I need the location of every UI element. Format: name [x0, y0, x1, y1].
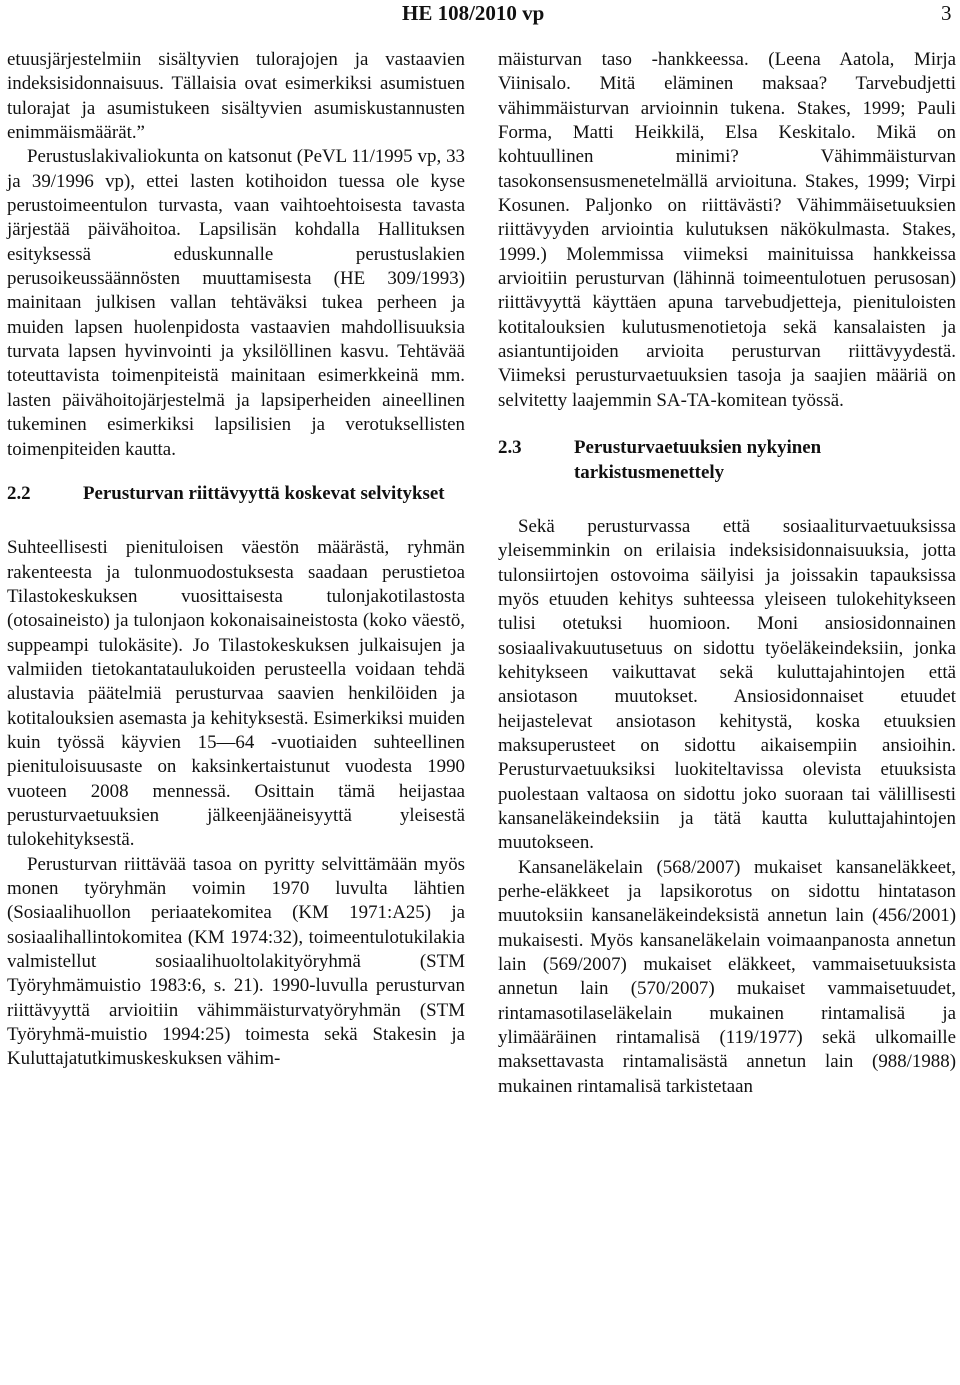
page-header — [0, 0, 960, 30]
document-id: HE 108/2010 vp — [402, 1, 545, 25]
paragraph: Perusturvan riittävää tasoa on pyritty selvittämään myös monen työryhmän voimin 1970 luvulta lähtien (Sosiaalihuollon periaatekomitea (KM 1971:A25) ja sosiaalihallintokomitea (KM 1974:32), toimeentulotukilakia valmistellut sosiaalihuoltolakityöryhmä (STM Työryhmämuistio 1983:6, s. 21). 1990-luvulla perusturvan riittävyyttä arvioitiin vähimmäisturvatyöryhmän (STM Työryhmä-muistio 1994:25) toimesta sekä Stakesin ja Kuluttajatutkimuskeskuksen vähim- — [7, 853, 465, 1070]
section-title: Perusturvaetuuksien nykyinen tarkistusmenettely — [574, 437, 822, 483]
left-column — [7, 48, 465, 1072]
paragraph: Perustuslakivaliokunta on katsonut (PeVL 11/1995 vp, 33 ja 39/1996 vp), ettei lasten kotihoidon tuessa ole kyse perustoimeentulon turvasta, vaan vaihtoehtoisesta tavasta järjestää päivähoitoa. Lapsilisän kohdalla Hallituksen esityksessä eduskunnalle perustuslakien perusoikeussäännösten muuttamisesta (HE 309/1993) mainitaan julkisen vallan tehtäväksi tukea perheen ja muiden lapsen huolenpidosta vastaavien mahdollisuuksia turvata lapsen hyvinvointi ja yksilöllinen kasvu. Tehtävää toteuttavista toimenpiteistä mainitaan esimerkkeinä mm. lasten päivähoitojärjestelmä ja lapsiperheiden aineellinen tukeminen esimerkiksi lapsilisien ja verotuksellisten toimenpiteiden kautta. — [7, 146, 465, 460]
paragraph: Kansaneläkelain (568/2007) mukaiset kansaneläkkeet, perhe-eläkkeet ja lapsikorotus on sidottu hintatason muutoksiin kansaneläkeindeksistä annetun lain (456/2001) mukaisesti. Myös kansaneläkelain voimaanpanosta annetun lain (569/2007) mukaiset eläkkeet, vammaisetuuksista annetun lain (570/2007) mukaiset vammaisetuudet, rintamasotilaseläkelain mukainen rintamalisä ja ylimääräinen rintamalisä (119/1977) sekä ulkomaille maksettavasta rintamalisästä annetun lain (988/1988) mukainen rintamalisä tarkistetaan — [498, 856, 956, 1097]
paragraph: etuusjärjestelmiin sisältyvien tulorajojen ja vastaavien indeksisidonnaisuus. Tällaisia ovat esimerkiksi asumistuen tulorajat ja asumistukeen sisältyvien asumiskustannusten enimmäismäärät.” — [7, 49, 465, 144]
paragraph: Suhteellisesti pienituloisen väestön määrästä, ryhmän rakenteesta ja tulonmuodostuksesta saadaan perustietoa Tilastokeskuksen vuosittaisesta tulonjakotilastosta (otosaineisto) ja tulonjaon kokonaisaineistosta (koko väestö, suppeampi tulokäsite). Jo Tilastokeskuksen julkaisujen ja valmiiden tietokantataulukoiden perusteella voidaan tehdä alustavia päätelmiä perusturvaa saavien henkilöiden ja kotitalouksien asemasta ja kehityksestä. Esimerkiksi muiden kuin työssä käyvien 15—64 -vuotiaiden suhteellinen pienituloisuusaste on kaksinkertaistunut vuodesta 1990 vuoteen 2008 mennessä. Osittain tämä heijastaa perusturvaetuuksien jälkeenjääneisyyttä yleisestä tulokehityksestä. — [7, 537, 465, 851]
page-number: 3 — [941, 1, 952, 25]
section-heading-2-2 — [7, 482, 465, 506]
section-title: Perusturvan riittävyyttä koskevat selvitykset — [83, 482, 445, 504]
section-heading-2-3 — [498, 436, 956, 485]
paragraph: Sekä perusturvassa että sosiaaliturvaetuuksissa yleisemminkin on erilaisia indeksisidonnaisuuksia, jotta tulonsiirtojen ostovoima säilyisi ja joissakin tapauksissa myös etuuden kehitys suhteessa yleiseen tulokehitykseen tulisi otetuksi huomioon. Moni ansiosidonnainen sosiaalivakuutusetuus on sidottu työeläkeindeksiin, jonka kehitykseen vaikuttavat sekä kuluttajahintojen että ansiotason muutokset. Ansiosidonnaiset etuudet heijastelevat ansiotason kehitystä, koska etuuksien maksuperusteet on sidottu aikaisempiin ansioihin. Perusturvaetuuksiksi luokiteltavissa olevista etuuksista puolestaan valtaosa on sidottu joko suoraan tai välillisesti kansaneläkeindeksiin ja tätä kautta kuluttajahintojen muutokseen. — [498, 515, 956, 854]
section-number: 2.2 — [7, 482, 31, 504]
section-number: 2.3 — [498, 437, 522, 459]
right-column — [498, 48, 956, 1099]
paragraph: mäisturvan taso -hankkeessa. (Leena Aatola, Mirja Viinisalo. Mitä eläminen maksaa? Tarvebudjetti vähimmäisturvan arvioinnin tukena. Stakes, 1999; Pauli Forma, Matti Heikkilä, Elsa Keskitalo. Mikä on kohtuullinen minimi? Vähimmäisturvan tasokonsensusmenetelmällä arvioituna. Stakes, 1999; Virpi Kosunen. Paljonko on riittävästi? Vähimmäisetuuksien riittävyyden arviointia kulutuksen näkökulmasta. Stakes, 1999.) Molemmissa viimeksi mainituissa hankkeissa arvioitiin perusturvan (lähinnä toimeentulotuen perusosan) riittävyyttä käyttäen apuna tarvebudjetteja, pienituloisten kotitalouksien kulutusmenotietoja sekä kansalaisten ja asiantuntijoiden arvioita perusturvan riittävyydestä. Viimeksi perusturvaetuuksien tasoja ja saajien määriä on selvitetty laajemmin SA-TA-komitean työssä. — [498, 49, 956, 411]
